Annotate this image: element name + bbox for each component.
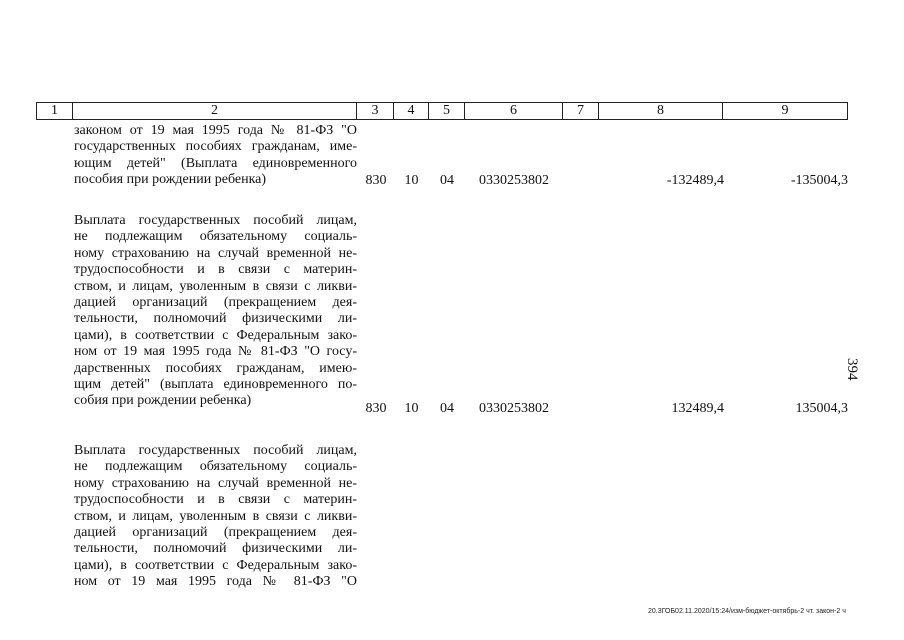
row1-col-3: 830 [365,173,387,188]
row2-text-line: ном от 19 мая 1995 года № 81-ФЗ "О госу- [74,344,357,360]
row3-text-line: не подлежащим обязательному социаль- [74,459,357,475]
row2-col-5: 04 [440,401,454,416]
row1-col-4: 10 [404,173,419,188]
row2-col-3: 830 [365,401,387,416]
row2-col-8: 132489,4 [671,401,724,416]
row2-text-line: тельности, полномочий физическими ли- [74,311,357,327]
header-col-6: 6 [465,103,563,119]
document-footer: 20.3ГОБ02.11.2020/15:24/изм-бюджет-октябрь-2 чт. закон-2 ч [648,608,846,615]
header-col-4: 4 [394,103,429,119]
row1-col-6: 0330253802 [479,173,549,188]
row2-text-line: ством, и лицам, уволенным в связи с ликви- [74,278,357,294]
row3-text-line: ном от 19 мая 1995 года № 81-ФЗ "О [74,574,357,590]
table-header-row [36,102,848,120]
row1-text-line: ющим детей" (Выплата единовременного [74,155,357,171]
row2-text-line: Выплата государственных пособий лицам, [74,213,357,228]
row1-col-5: 04 [440,173,454,188]
row2-text-line: трудоспособности и в связи с материн- [74,262,357,278]
header-col-5: 5 [429,103,465,119]
row3-text-line: Выплата государственных пособий лицам, [74,443,357,458]
row3-text-line: трудоспособности и в связи с материн- [74,492,357,508]
header-col-2: 2 [73,103,357,119]
row2-text-line: дарственных пособиях гражданам, имею- [74,360,357,376]
row2-col-6: 0330253802 [479,401,549,416]
row3-text-line: тельности, полномочий физическими ли- [74,541,357,557]
row2-text-line: щим детей" (выплата единовременного по- [74,377,357,392]
row2-text-line: не подлежащим обязательному социаль- [74,229,357,245]
header-col-1: 1 [37,103,73,119]
row1-col-8: -132489,4 [666,173,724,188]
row3-text-line: ством, и лицам, уволенным в связи с ликви- [74,508,357,524]
row2-text-line: цами), в соответствии с Федеральным зако- [74,327,357,343]
row1-text-line: государственных пособиях гражданам, име- [74,139,357,155]
header-col-8: 8 [599,103,723,119]
page-number: 394 [844,358,860,381]
row3-text-line: ному страхованию на случай временной не- [74,475,357,491]
row1-text-line: законом от 19 мая 1995 года № 81-ФЗ "О [74,123,357,138]
row2-text-line: ному страхованию на случай временной не- [74,245,357,261]
header-col-9: 9 [781,103,789,118]
row2-col-9: 135004,3 [795,401,848,416]
row2-col-4: 10 [404,401,419,416]
row2-text-line: дацией организаций (прекращением дея- [74,295,357,310]
row1-text-line: пособия при рождении ребенка) [74,172,267,188]
header-col-3: 3 [357,103,394,119]
row3-text-line: дацией организаций (прекращением дея- [74,525,357,540]
row2-text-line: собия при рождении ребенка) [74,393,252,409]
row1-col-9: -135004,3 [790,173,848,188]
row3-text-line: цами), в соответствии с Федеральным зако- [74,557,357,573]
header-col-7: 7 [563,103,599,119]
